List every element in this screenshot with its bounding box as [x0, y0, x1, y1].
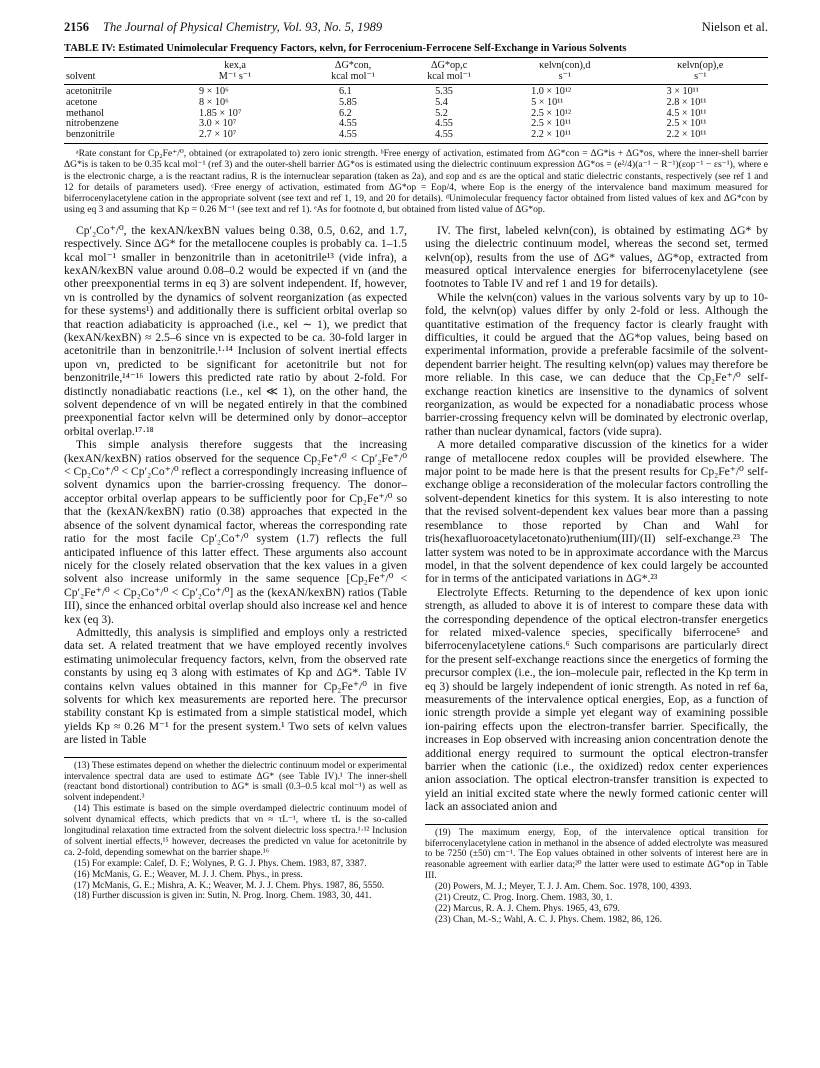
- solvent-cell: nitrobenzene: [66, 118, 119, 130]
- table-row: [64, 109, 768, 120]
- table-row: [64, 130, 768, 143]
- value-cell: 2.5 × 10¹¹: [531, 118, 571, 130]
- footnote: (14) This estimate is based on the simple overdamped dielectric continuum model of solvent dynamical effects, which predicts that νn ≈ τL⁻¹, where τL is the so-called longitudinal relaxation time extracted from the solvent dielectric loss spectra.¹·¹² Inclusion of solvent inertial effects,¹⁵ however, decreases the predicted νn value for acetonitrile by ca. 2-fold, depending somewhat on the barrier shape.¹⁶: [64, 804, 407, 858]
- solvent-cell: methanol: [66, 107, 104, 119]
- footnote: (23) Chan, M.-S.; Wahl, A. C. J. Phys. Chem. 1982, 86, 126.: [435, 914, 662, 925]
- page-number: 2156: [64, 20, 89, 34]
- column-header: M⁻¹ s⁻¹: [165, 71, 305, 85]
- column-header: ΔG*con,: [305, 58, 401, 72]
- paragraph: Cp′₂Co⁺/⁰, the kexAN/kexBN values being 0.38, 0.5, 0.62, and 1.7, respectively. Since ΔG* for the metallocene couples is probably ca. 1–1.5 kcal mol⁻¹ smaller in benzonitrile than in acetonitrile¹³ (vide infra), a kexAN/kexBN value around 0.08–0.2 would be expected if νn (and the other preexponential terms in eq 3) are solvent independent. If, however, νn is controlled by the dynamics of solvent reorganization (as expected for these systems¹) and additionally there is sufficient orbital overlap so that reaction adiabaticity is approached (i.e., κel ∼ 1), we predict that (kexAN/kexBN) ≈ 2.5–6 since νn is expected to be ca. 30-fold larger in acetonitrile than in benzonitrile.¹·¹⁴ Inclusion of solvent inertial effects upon νn, predicted to be significant for acetonitrile but not for benzonitrile,¹⁴⁻¹⁶ lowers this predicted rate ratio by about 2-fold. For distinctly nonadiabatic reactions (i.e., κel ≪ 1), on the other hand, the solvent dependence of νn will be negated entirely in that the combined preexponential factor κelνn will be determined only by donor–acceptor orbital overlap.¹⁷·¹⁸: [64, 223, 407, 438]
- value-cell: 4.55: [435, 118, 453, 130]
- data-table: [64, 57, 768, 144]
- value-cell: 6.1: [339, 86, 352, 97]
- footnote: (15) For example: Calef, D. F.; Wolynes, P. G. J. Phys. Chem. 1983, 87, 3387.: [74, 858, 367, 869]
- footnote: (20) Powers, M. J.; Meyer, T. J. J. Am. Chem. Soc. 1978, 100, 4393.: [435, 882, 692, 893]
- column-header: kex,a: [165, 58, 305, 72]
- value-cell: 4.55: [401, 130, 497, 143]
- value-cell: 5.85: [339, 96, 357, 108]
- table-footnotes: ᵃRate constant for Cp₂Fe⁺/⁰, obtained (or extrapolated to) zero ionic strength. ᵇFree energy of activation, estimated from ΔG*con = ΔG*is + ΔG*os, where the inner-shell barrier ΔG*is is taken to be 0.35 kcal mol⁻¹ (ref 3) and the outer-shell barrier ΔG*os is estimated using the dielectric continuum expression ΔG*os = (e²/4)(a⁻¹ − R⁻¹)(εop⁻¹ − εs⁻¹), where e is the electronic charge, a is the reactant radius, R is the internuclear separation (taken as 2a), and εop and εs are the optical and static dielectric constants, respectively (see ref 1 and 12 for details of parameters used). ᶜFree energy of activation, estimated from ΔG*op = Eop/4, where Eop is the energy of the intervalence band maximum measured for biferrocenylacetylene cation in the appropriate solvent (see text and ref 1, 19, and 20 for details). ᵈUnimolecular frequency factor obtained from listed values of kex and ΔG*con by using eq 3 and assuming that Kp = 0.26 M⁻¹ (see text and ref 1). ᵉAs for footnote d, but obtained from listed value of ΔG*op.: [64, 147, 768, 216]
- table-header-row: [64, 58, 768, 72]
- column-header: κelνn(op),e: [633, 58, 768, 72]
- value-cell: 2.5 × 10¹¹: [666, 118, 707, 130]
- table-row: [64, 119, 768, 130]
- value-cell: 2.2 × 10¹¹: [497, 130, 632, 143]
- solvent-cell: benzonitrile: [64, 130, 165, 143]
- value-cell: 2.2 × 10¹¹: [633, 130, 768, 143]
- column-header: ΔG*op,c: [401, 58, 497, 72]
- paragraph: A more detailed comparative discussion of the kinetics for a wider range of metallocene redox couples will be provided elsewhere. The major point to be made here is that the present results for Cp₂Fe⁺/⁰ self-exchange oblige a reconsideration of the molecular factors controlling the solvent-dependent kinetics for this system. It is also interesting to note that the revised solvent-dependent kex values bear more than a passing resemblance to those reported by Chan and Wahl for tris(hexafluoroacetylacetonato)ruthenium(III)/(II) self-exchange.²³ The latter system was noted to be in approximate accordance with the Marcus model, in that the solvent dependence of kex could largely be accounted for in terms of the anticipated variations in ΔG*.²³: [425, 438, 768, 586]
- left-column: [64, 224, 407, 926]
- column-header: s⁻¹: [633, 71, 768, 85]
- value-cell: 9 × 10⁶: [199, 86, 229, 97]
- table-caption: TABLE IV: Estimated Unimolecular Frequency Factors, κelνn, for Ferrocenium-Ferrocene Self-Exchange in Various Solvents: [64, 43, 627, 54]
- solvent-cell: acetone: [66, 96, 98, 108]
- solvent-cell: acetonitrile: [66, 86, 112, 97]
- value-cell: 3 × 10¹¹: [666, 86, 699, 97]
- value-cell: 3.0 × 10⁷: [199, 118, 237, 130]
- journal-page: [64, 20, 768, 926]
- value-cell: 5.4: [435, 96, 448, 108]
- paragraph: This simple analysis therefore suggests that the increasing (kexAN/kexBN) ratios observed for the sequence Cp₂Fe⁺/⁰ < Cp′₂Fe⁺/⁰ < Cp₂Co⁺/⁰ < Cp′₂Co⁺/⁰ reflect a correspondingly increasing influence of solvent dynamics upon the barrier-crossing frequency. The donor–acceptor orbital overlap appears to be sufficiently poor for Cp₂Fe⁺/⁰ so that the (kexAN/kexBN) ratio (0.38) approaches that expected in the absence of the solvent dynamical factor, whereas the corresponding rate ratio for the most facile Cp′₂Co⁺/⁰ system (1.7) reflects the full anticipated influence of this latter effect. These arguments also account nicely for the closely related observation that the kex values in a given solvent also increase uniformly in the same sequence [Cp₂Fe⁺/⁰ < Cp′₂Fe⁺/⁰ < Cp₂Co⁺/⁰ < Cp′₂Co⁺/⁰] as the (kexAN/kexBN) ratios (Table III), since the enhanced orbital overlap should also increase κel and hence kex (eq 3).: [64, 438, 407, 626]
- paragraph: IV. The first, labeled κelνn(con), is obtained by estimating ΔG* by using the dielectric continuum model, whereas the second set, termed κelνn(op), results from the use of ΔG* values, ΔG*op, extracted from measured optical intervalence energies for biferrocenylacetylene (see footnotes to Table IV and ref 1 and 19 for details).: [425, 223, 768, 291]
- column-header: kcal mol⁻¹: [401, 71, 497, 85]
- right-footnotes: [425, 824, 768, 926]
- value-cell: 4.55: [305, 130, 401, 143]
- paragraph: Electrolyte Effects. Returning to the dependence of kex upon ionic strength, as alluded to above it is of interest to compare these data with the corresponding dependence of the optical electron-transfer energetics for related mixed-valence species, specifically biferrocene⁵ and biferrocenylacetylene cations.⁶ Such comparisons are particularly direct for the present self-exchange reactions since the energetics of forming the precursor complex (i.e., the ion–molecule pair, reflected in the Kp term in eq 3) should be largely independent of ionic strength. As noted in ref 6a, measurements of the intervalence optical energies, Eop, as a function of ionic strength provide a simple yet elegant way of examining possible ion-pairing effects upon the electron-transfer barrier. Specifically, the increases in Eop observed with increasing anion concentration denote the additional energy required to surmount the optical electron-transfer barrier when the cationic (i.e., the oxidized) redox center experiences anion association. The optical electron-transfer transition is expected to yield an initial excited state where the newly formed cationic center will lack an associated anion and: [425, 585, 768, 814]
- value-cell: 4.5 × 10¹¹: [666, 107, 707, 119]
- left-footnotes: [64, 757, 407, 903]
- value-cell: 8 × 10⁶: [199, 96, 229, 108]
- table-header-row: [64, 71, 768, 85]
- running-header: [64, 20, 768, 38]
- column-header: [64, 58, 165, 72]
- value-cell: 1.0 × 10¹²: [531, 86, 571, 97]
- footnote: (17) McManis, G. E.; Mishra, A. K.; Weaver, M. J. J. Chem. Phys. 1987, 86, 5550.: [74, 880, 385, 891]
- column-header: solvent: [64, 71, 165, 85]
- column-header: κelνn(con),d: [497, 58, 632, 72]
- paragraph: While the κelνn(con) values in the various solvents vary by up to 10-fold, the κelνn(op) values differ by only 2-fold or less. Although the quantitative estimation of the frequency factor is clearly fraught with difficulties, it could be argued that the ΔG*op values, being based on experimental information, provide a preferable facsimile of the solvent-dependent barrier height. The resulting κelνn(op) values may therefore be more reliable. In this case, we can deduce that the Cp₂Fe⁺/⁰ self-exchange reaction kinetics are insensitive to the dynamics of solvent reorganization, as would be expected for a nonadiabatic process whose barrier-crossing frequency κelνn will be dominated by electronic overlap, rather than nuclear dynamical, factors (vide supra).: [425, 290, 768, 438]
- footnote: (22) Marcus, R. A. J. Chem. Phys. 1965, 43, 679.: [435, 903, 620, 914]
- body-columns: [64, 224, 768, 926]
- value-cell: 2.8 × 10¹¹: [666, 96, 707, 108]
- journal-citation: The Journal of Physical Chemistry, Vol. 93, No. 5, 1989: [103, 20, 383, 34]
- footnote: (16) McManis, G. E.; Weaver, M. J. J. Chem. Phys., in press.: [74, 869, 303, 880]
- running-authors: Nielson et al.: [701, 20, 768, 34]
- value-cell: 5 × 10¹¹: [531, 96, 564, 108]
- footnote: (21) Creutz, C. Prog. Inorg. Chem. 1983, 30, 1.: [435, 893, 613, 904]
- footnote: (19) The maximum energy, Eop, of the intervalence optical transition for biferrocenylacetylene cation in methanol in the absence of added electrolyte was measured to be 7250 (±50) cm⁻¹. The Eop values obtained in other solvents of interest here are in reasonable agreement with earlier data;²⁰ the latter were used to estimate ΔG*op in Table III.: [425, 827, 768, 882]
- value-cell: 2.5 × 10¹²: [531, 107, 571, 119]
- value-cell: 1.85 × 10⁷: [199, 107, 242, 119]
- column-header: s⁻¹: [497, 71, 632, 85]
- footnote: (18) Further discussion is given in: Sutin, N. Prog. Inorg. Chem. 1983, 30, 441.: [74, 891, 372, 902]
- value-cell: 5.2: [435, 107, 448, 119]
- footnote: (13) These estimates depend on whether the dielectric continuum model or experimental intervalence spectral data are used to estimate ΔG* (see Table IV).¹ The inner-shell (reactant bond distortional) contribution to ΔG* is small (0.3–0.5 kcal mol⁻¹) as well as solvent independent.³: [64, 760, 407, 804]
- value-cell: 4.55: [339, 118, 357, 130]
- value-cell: 2.7 × 10⁷: [165, 130, 305, 143]
- table-row: [64, 98, 768, 109]
- value-cell: 5.35: [435, 86, 453, 97]
- value-cell: 6.2: [339, 107, 352, 119]
- paragraph: Admittedly, this analysis is simplified and employs only a restricted data set. A related treatment that we have employed recently involves estimating unimolecular frequency factors, κelνn, from the observed rate constants by using eq 3 along with estimates of Kp and ΔG*. Table IV contains κelνn values obtained in this manner for Cp₂Fe⁺/⁰ in five solvents for which kex measurements are reported here. The precursor stability constant Kp is estimated from a simple statistical model, which yields Kp ≈ 0.26 M⁻¹ for the present system.¹ Two sets of κelνn values are listed in Table: [64, 625, 407, 747]
- table-row: [64, 85, 768, 98]
- column-header: kcal mol⁻¹: [305, 71, 401, 85]
- right-column: [425, 224, 768, 926]
